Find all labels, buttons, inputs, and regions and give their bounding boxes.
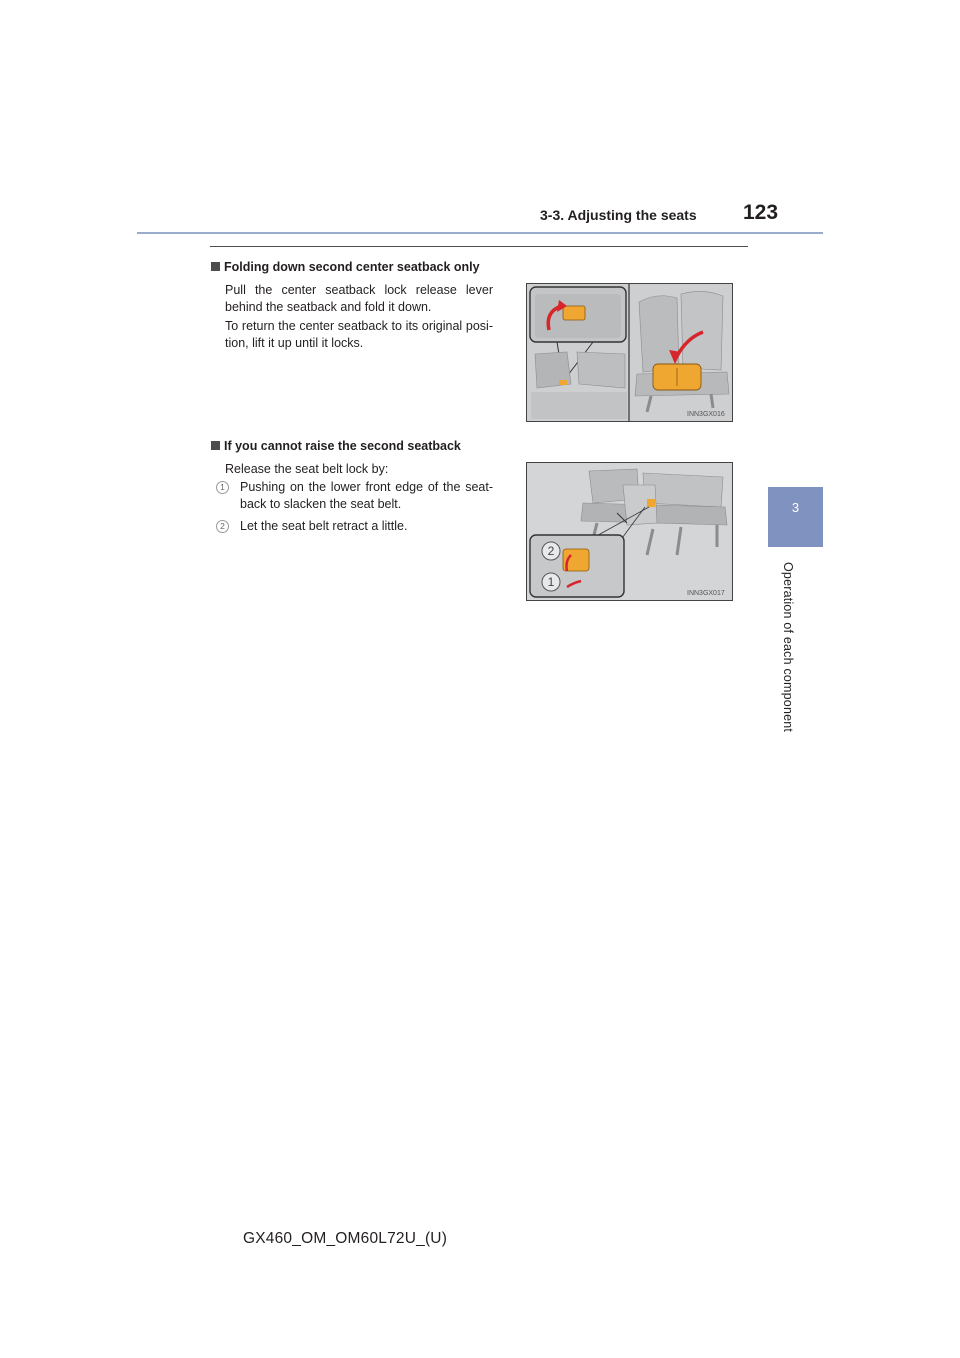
section-heading-text: Folding down second center seatback only (224, 260, 480, 274)
section-heading (211, 260, 480, 274)
step-number-icon: 2 (216, 520, 229, 533)
square-bullet-icon (211, 441, 220, 450)
intro-text: Release the seat belt lock by: (225, 462, 389, 476)
square-bullet-icon (211, 262, 220, 271)
paragraph: Pull the center seatback lock release lever behind the seatback and fold it down. (225, 283, 493, 314)
chapter-number: 3 (791, 500, 800, 515)
step-text: Pushing on the lower front edge of the seat- back to slacken the seat belt. (240, 480, 493, 511)
chapter-title: Operation of each component (781, 562, 795, 733)
page-number: 123 (743, 201, 779, 224)
seat-belt-release-illustration (526, 462, 733, 601)
section-title: 3-3. Adjusting the seats (540, 207, 697, 223)
step-text: Let the seat belt retract a little. (240, 519, 408, 533)
callout-number: 2 (547, 544, 555, 558)
seatback-fold-illustration (526, 283, 733, 422)
paragraph: To return the center seatback to its original posi- tion, lift it up until it locks. (225, 319, 493, 350)
section-heading (211, 439, 461, 453)
section-heading-text: If you cannot raise the second seatback (224, 439, 461, 453)
content-divider (210, 246, 748, 247)
callout-number: 1 (547, 575, 555, 589)
chapter-tab (768, 487, 823, 547)
figure-code: INN3GX017 (687, 590, 725, 597)
header-divider (137, 232, 823, 234)
figure-code: INN3GX016 (687, 411, 725, 418)
document-code: GX460_OM_OM60L72U_(U) (243, 1230, 448, 1247)
step-number-icon: 1 (216, 481, 229, 494)
